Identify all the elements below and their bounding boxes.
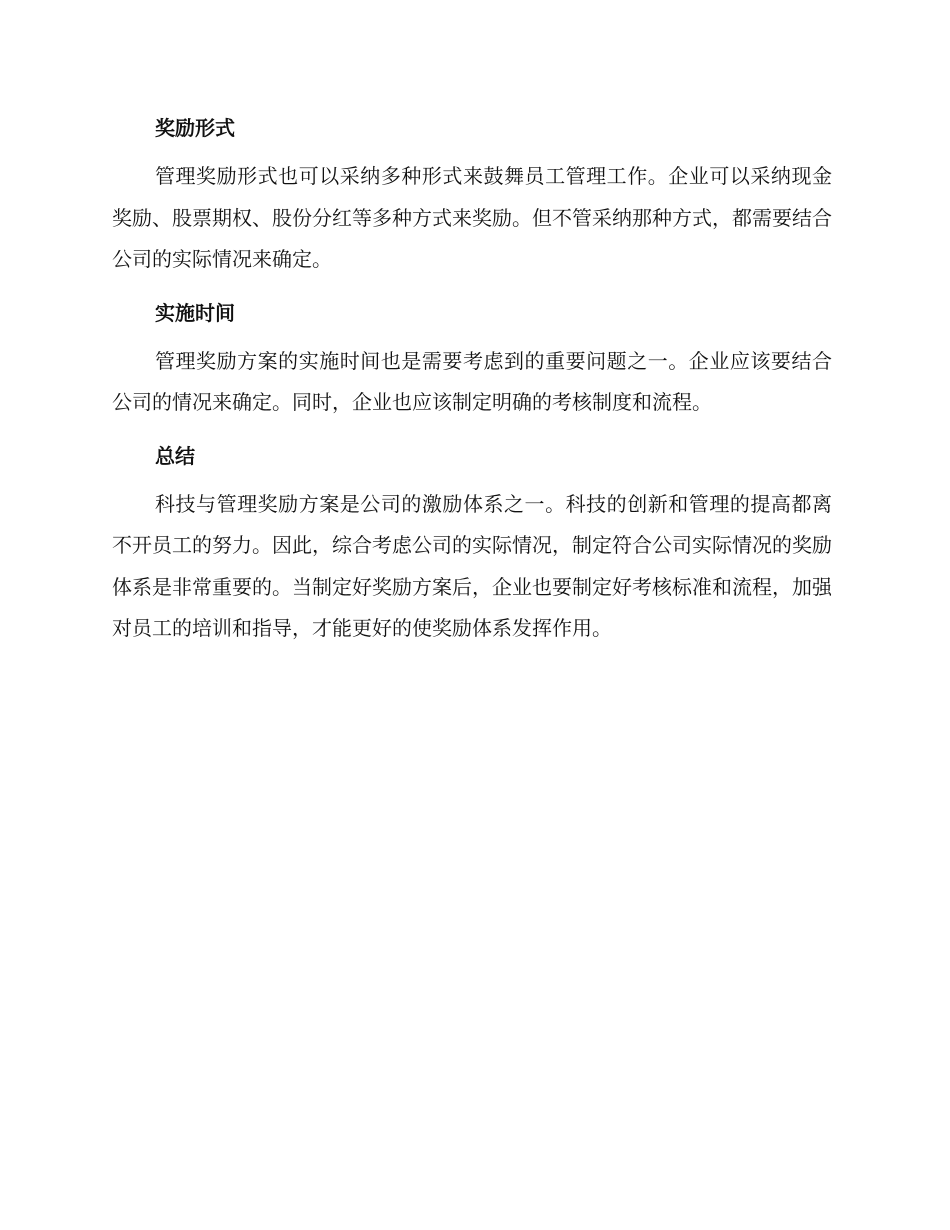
section-reward-form xyxy=(112,110,832,281)
section-implementation-time xyxy=(112,295,832,424)
document-content xyxy=(112,110,832,664)
section-paragraph: 管理奖励方案的实施时间也是需要考虑到的重要问题之一。企业应该要结合公司的情况来确定。同时，企业也应该制定明确的考核制度和流程。 xyxy=(112,348,832,414)
section-heading: 实施时间 xyxy=(155,300,235,325)
section-heading: 奖励形式 xyxy=(155,116,235,140)
section-heading: 总结 xyxy=(155,443,195,468)
section-summary xyxy=(112,438,832,650)
section-paragraph: 管理奖励形式也可以采纳多种形式来鼓舞员工管理工作。企业可以采纳现金奖励、股票期权、股份分红等多种方式来奖励。但不管采纳那种方式，都需要结合公司的实际情况来确定。 xyxy=(112,164,832,271)
section-paragraph: 科技与管理奖励方案是公司的激励体系之一。科技的创新和管理的提高都离不开员工的努力。因此，综合考虑公司的实际情况，制定符合公司实际情况的奖励体系是非常重要的。当制定好奖励方案后，企业也要制定好考核标准和流程，加强对员工的培训和指导，才能更好的使奖励体系发挥作用。 xyxy=(112,491,832,640)
